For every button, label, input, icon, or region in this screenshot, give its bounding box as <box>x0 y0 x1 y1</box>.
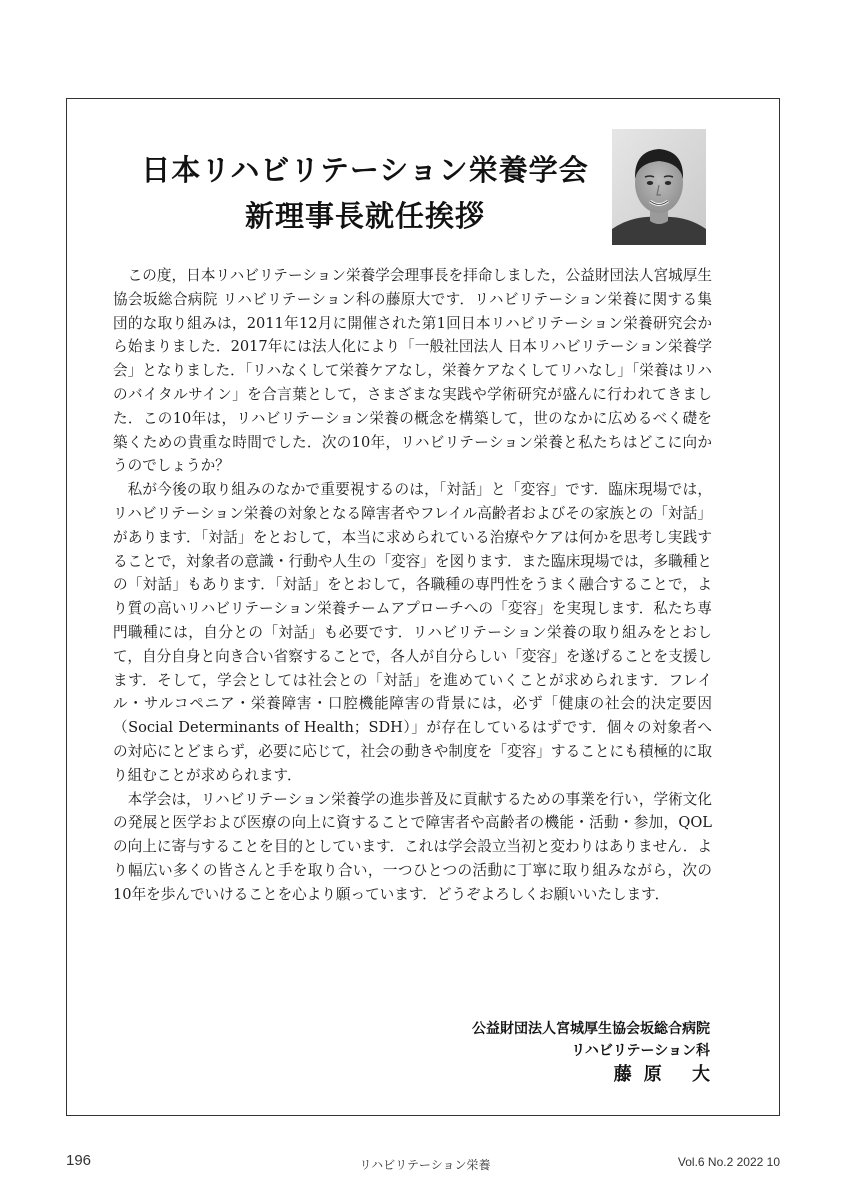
signature-department: リハビリテーション科 <box>571 1043 710 1059</box>
article-body <box>113 264 712 907</box>
signature-organization: 公益財団法人宮城厚生協会坂総合病院 <box>472 1021 710 1037</box>
author-signature <box>472 1018 722 1088</box>
page-number: 196 <box>66 1152 92 1169</box>
paragraph-1: この度，日本リハビリテーション栄養学会理事長を拝命しました，公益財団法人宮城厚生協会坂総合病院 リハビリテーション科の藤原大です．リハビリテーション栄養に関する集団的な取り組みは，2011年12月に開催された第1回日本リハビリテーション栄養研究会から始まりました．2017年には法人化により「一般社団法人 日本リハビリテーション栄養学会」となりました．「リハなくして栄養ケアなし，栄養ケアなくしてリハなし」「栄養はリハのバイタルサイン」を合言葉として，さまざまな実践や学術研究が盛んに行われてきました．この10年は，リハビリテーション栄養の概念を構築して，世のなかに広めるべく礎を築くための貴重な時間でした．次の10年，リハビリテーション栄養と私たちはどこに向かうのでしょうか？ <box>113 267 712 475</box>
paragraph-2: 私が今後の取り組みのなかで重要視するのは，「対話」と「変容」です．臨床現場では，リハビリテーション栄養の対象となる障害者やフレイル高齢者およびその家族との「対話」があります．「対話」をとおして，本当に求められている治療やケアは何かを思考し実践することで，対象者の意識・行動や人生の「変容」を図ります．また臨床現場では，多職種との「対話」もあります．「対話」をとおして，各職種の専門性をうまく融合することで，より質の高いリハビリテーション栄養チームアプローチへの「変容」を実現します．私たち専門職種には，自分との「対話」も必要です．リハビリテーション栄養の取り組みをとおして，自分自身と向き合い省察することで，各人が自分らしい「変容」を遂げることを支援します．そして，学会としては社会との「対話」を進めていくことが求められます．フレイル・サルコペニア・栄養障害・口腔機能障害の背景には，必ず「健康の社会的決定要因（Social Determinants of Health；SDH）」が存在しているはずです．個々の対象者への対応にとどまらず，必要に応じて，社会の動きや制度を「変容」することにも積極的に取り組むことが求められます． <box>113 481 712 784</box>
portrait-image <box>612 129 706 245</box>
signature-name: 藤原 大 <box>613 1064 722 1085</box>
journal-name: リハビリテーション栄養 <box>359 1158 491 1172</box>
article-title-line2: 新理事長就任挨拶 <box>244 199 485 233</box>
paragraph-3: 本学会は，リハビリテーション栄養学の進歩普及に貢献するための事業を行い，学術文化の発展と医学および医療の向上に資することで障害者や高齢者の機能・活動・参加，QOLの向上に寄与することを目的としています．これは学会設立当初と変わりはありません．より幅広い多くの皆さんと手を取り合い，一つひとつの活動に丁寧に取り組みながら，次の10年を歩んでいけることを心より願っています．どうぞよろしくお願いいたします． <box>113 790 712 903</box>
article-title-line1: 日本リハビリテーション栄養学会 <box>141 153 589 187</box>
issue-info: Vol.6 No.2 2022 10 <box>677 1155 780 1169</box>
author-portrait-photo <box>612 129 706 245</box>
